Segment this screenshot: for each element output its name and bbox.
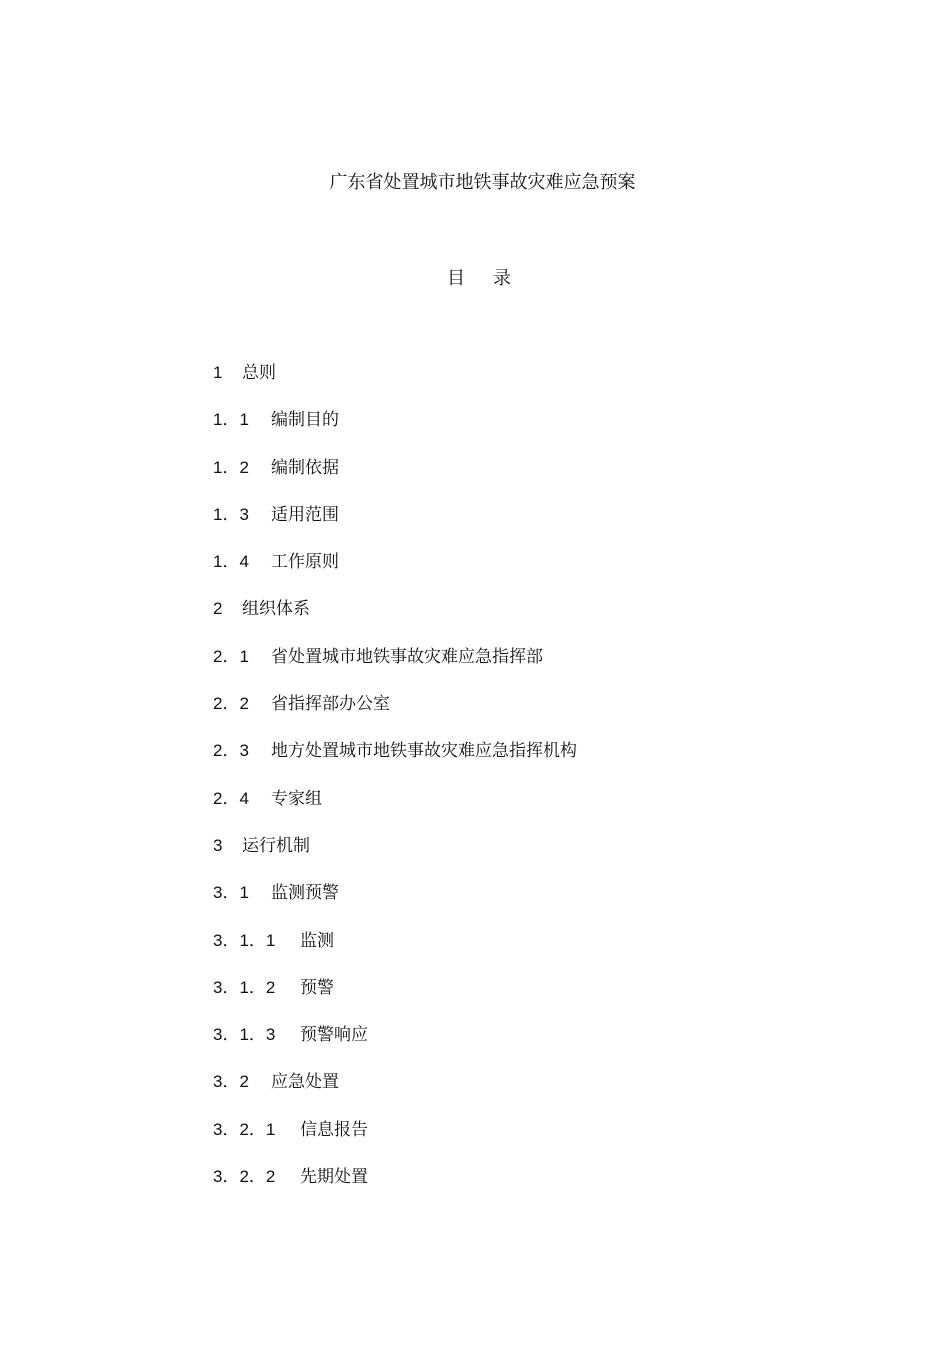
toc-entry[interactable]: [213, 1164, 577, 1211]
toc-entry-number: 3: [213, 835, 223, 855]
toc-entry[interactable]: [213, 928, 577, 975]
toc-entry-number: 1．1: [213, 410, 249, 430]
toc-entry[interactable]: [213, 1117, 577, 1164]
toc-heading-char-1: 目: [447, 268, 465, 289]
toc-entry-label: 适用范围: [271, 504, 339, 525]
toc-entry-number: 3．2．2: [213, 1167, 276, 1187]
toc-entry-label: 信息报告: [300, 1119, 368, 1140]
toc-entry-number: 3．1: [213, 883, 249, 903]
toc-entry[interactable]: [213, 596, 577, 643]
toc-entry-label: 工作原则: [271, 552, 339, 573]
toc-entry-number: 3．1．2: [213, 977, 276, 997]
toc-entry-label: 总则: [242, 363, 276, 383]
toc-entry[interactable]: [213, 833, 577, 880]
toc-heading-char-2: 录: [493, 268, 511, 289]
toc-entry[interactable]: [213, 360, 577, 407]
toc-entry-label: 组织体系: [242, 599, 310, 620]
toc-entry-label: 应急处置: [271, 1072, 339, 1093]
toc-entry[interactable]: [213, 738, 577, 785]
toc-entry-label: 省指挥部办公室: [271, 694, 390, 715]
toc-entry-number: 2．4: [213, 788, 249, 808]
toc-entry-number: 1．3: [213, 504, 249, 524]
toc-entry[interactable]: [213, 786, 577, 833]
toc-entry-label: 预警: [300, 977, 334, 998]
toc-entry-label: 运行机制: [242, 835, 310, 856]
toc-entry-label: 预警响应: [300, 1025, 368, 1046]
toc-heading: [447, 266, 511, 292]
toc-entry-number: 3．2．1: [213, 1119, 276, 1139]
toc-entry-label: 编制目的: [271, 410, 339, 431]
toc-entry-number: 2．2: [213, 694, 249, 714]
toc-entry-number: 3．1．3: [213, 1025, 276, 1045]
toc-entry-label: 先期处置: [300, 1167, 368, 1188]
toc-entry-number: 2．3: [213, 741, 249, 761]
table-of-contents: [213, 360, 577, 1211]
toc-entry[interactable]: [213, 1022, 577, 1069]
toc-entry-number: 1．2: [213, 457, 249, 477]
toc-entry[interactable]: [213, 549, 577, 596]
toc-entry-label: 省处置城市地铁事故灾难应急指挥部: [271, 646, 543, 667]
toc-entry-label: 编制依据: [271, 457, 339, 478]
toc-entry[interactable]: [213, 644, 577, 691]
toc-entry[interactable]: [213, 1069, 577, 1116]
toc-entry-number: 1: [213, 363, 223, 382]
toc-entry-number: 2．1: [213, 646, 249, 666]
toc-entry[interactable]: [213, 880, 577, 927]
toc-entry[interactable]: [213, 975, 577, 1022]
document-title: 广东省处置城市地铁事故灾难应急预案: [329, 172, 636, 193]
toc-entry-label: 地方处置城市地铁事故灾难应急指挥机构: [271, 741, 577, 762]
toc-entry-label: 监测预警: [271, 883, 339, 904]
toc-entry-label: 监测: [300, 930, 334, 951]
toc-entry[interactable]: [213, 502, 577, 549]
toc-entry-number: 3．2: [213, 1072, 249, 1092]
toc-entry[interactable]: [213, 691, 577, 738]
toc-entry-number: 2: [213, 599, 223, 619]
toc-entry-number: 1．4: [213, 552, 249, 572]
toc-entry-number: 3．1．1: [213, 930, 276, 950]
toc-entry[interactable]: [213, 407, 577, 454]
toc-entry-label: 专家组: [271, 788, 322, 809]
toc-entry[interactable]: [213, 455, 577, 502]
